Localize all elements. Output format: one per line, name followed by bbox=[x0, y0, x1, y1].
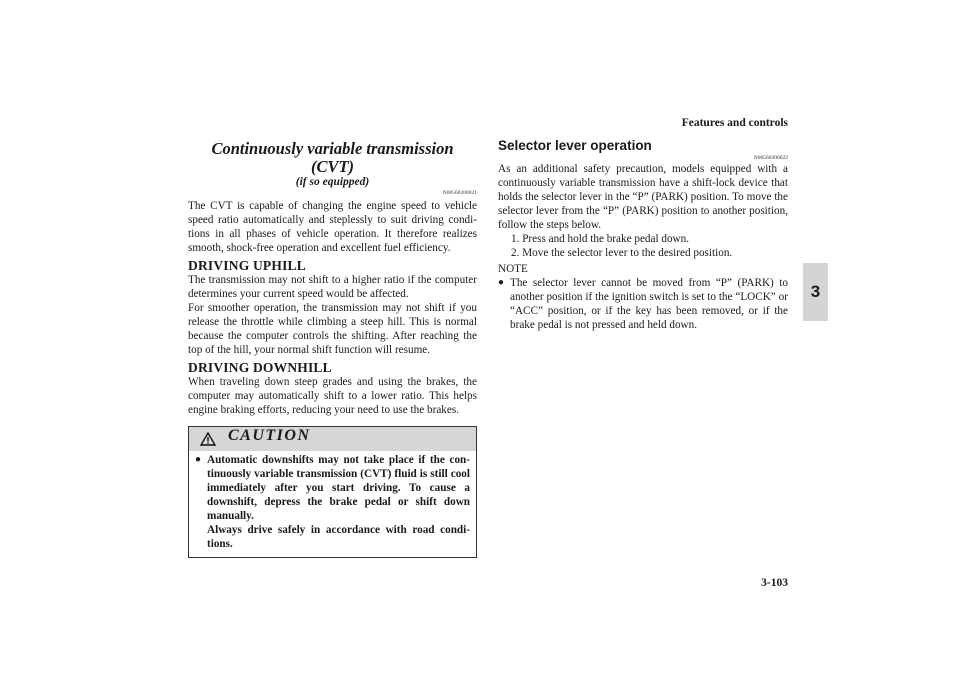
bullet-icon: ● bbox=[498, 277, 505, 288]
reference-code: N00560200021 bbox=[442, 190, 477, 196]
uphill-paragraph-1: The transmission may not shift to a higher ratio if the computer determines your current speed would be affected. bbox=[188, 274, 477, 300]
downhill-paragraph: When traveling down steep grades and using the brakes, the computer may automatically shift to a lower ratio. This helps engine braking efforts, reducing your need to use the brakes. bbox=[188, 376, 477, 416]
bullet-icon: ● bbox=[195, 454, 202, 465]
section-title: Continuously variable transmission (CVT) bbox=[211, 139, 454, 176]
caution-text-extra: Always drive safely in accordance with road condi-tions. bbox=[207, 524, 470, 550]
selector-heading: Selector lever operation bbox=[498, 138, 652, 153]
intro-paragraph: The CVT is capable of changing the engine speed to vehicle speed ratio automatically and steplessly to suit driving condi-tions in all phases of vehicle operation. It therefore realizes smooth, shock-free operation and excellent fuel efficiency. bbox=[188, 200, 477, 254]
uphill-heading: DRIVING UPHILL bbox=[188, 258, 306, 273]
caution-bullet bbox=[195, 453, 470, 551]
chapter-number: 3 bbox=[810, 282, 821, 301]
note-bullet bbox=[498, 276, 788, 332]
downhill-heading: DRIVING DOWNHILL bbox=[188, 360, 332, 375]
section-header: Features and controls bbox=[681, 117, 788, 129]
step-2: 2. Move the selector lever to the desired position. bbox=[511, 247, 733, 259]
caution-label: CAUTION bbox=[228, 427, 311, 444]
note-label: NOTE bbox=[498, 263, 528, 275]
step-1: 1. Press and hold the brake pedal down. bbox=[511, 233, 690, 245]
uphill-paragraph-2: For smoother operation, the transmission may not shift if you release the throttle while climbing a steep hill. This is normal because the computer controls the shifting. After reaching the top of the hill, your normal shift function will resume. bbox=[188, 302, 477, 356]
caution-body bbox=[189, 451, 476, 557]
selector-intro: As an additional safety precaution, models equipped with a continuously variable transmission have a shift-lock device that holds the selector lever in the “P” (PARK) position. To move the selector lever from the “P” (PARK) position to another position, follow the steps below. bbox=[498, 163, 788, 231]
warning-triangle-icon bbox=[200, 432, 216, 446]
caution-header bbox=[189, 427, 476, 451]
reference-code: N00560300022 bbox=[753, 155, 788, 161]
note-text: The selector lever cannot be moved from “P” (PARK) to another position if the ignition switch is set to the “LOCK” or “ACC” position, or if the key has been removed, or if the brake pedal is not pressed and held down. bbox=[510, 277, 788, 331]
section-subtitle: (if so equipped) bbox=[295, 176, 370, 188]
left-column bbox=[188, 140, 477, 558]
page-number: 3-103 bbox=[761, 577, 788, 589]
chapter-tab bbox=[803, 263, 828, 321]
right-column bbox=[498, 140, 788, 332]
caution-box bbox=[188, 426, 477, 558]
caution-text: Automatic downshifts may not take place if the con-tinuously variable transmission (CVT) fluid is still cool immediately after you start driving. To cause a downshift, depress the brake pedal or shift down manually. bbox=[207, 454, 470, 522]
